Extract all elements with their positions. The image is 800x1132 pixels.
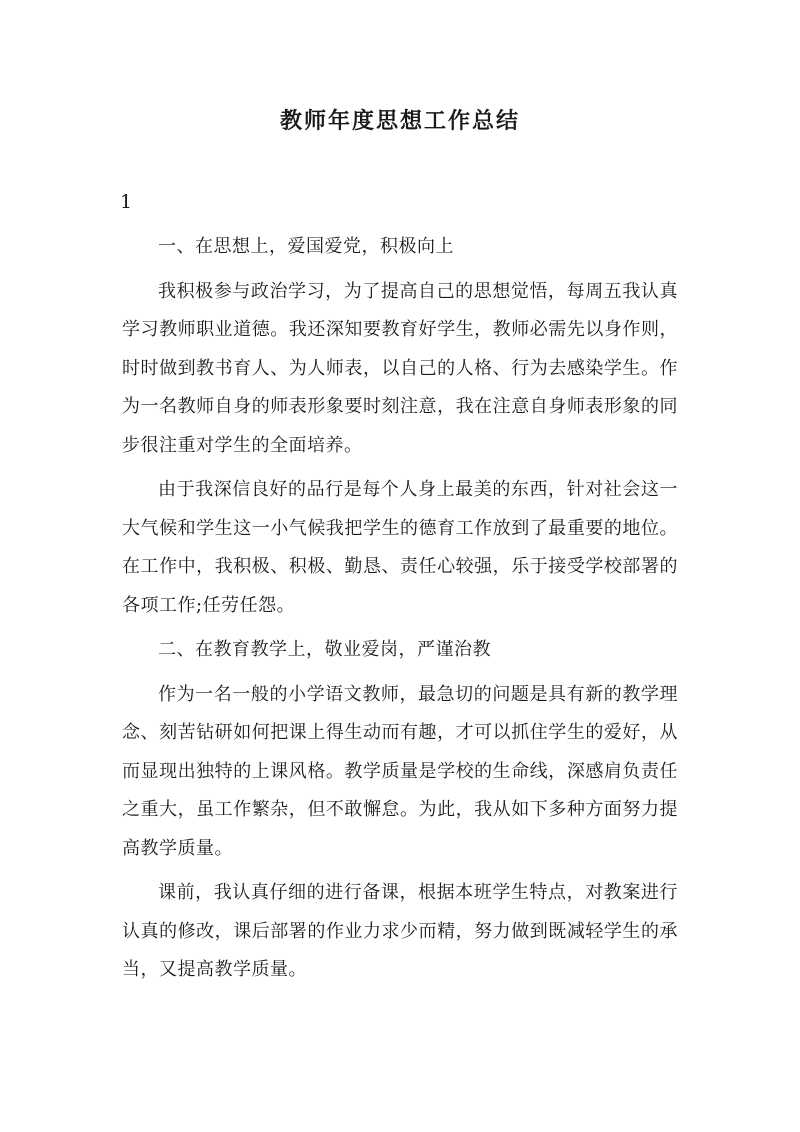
paragraph-1: 我积极参与政治学习，为了提高自己的思想觉悟，每周五我认真学习教师职业道德。我还深知要教育好学生，教师必需先以身作则，时时做到教书育人、为人师表，以自己的人格、行为去感染学生。作为一名教师自身的师表形象要时刻注意，我在注意自身师表形象的同步很注重对学生的全面培养。 <box>122 280 678 456</box>
document-title: 教师年度思想工作总结 <box>279 108 520 134</box>
document-body <box>122 228 678 996</box>
paragraph-4: 课前，我认真仔细的进行备课，根据本班学生特点，对教案进行认真的修改，课后部署的作业力求少而精，努力做到既减轻学生的承当，又提高教学质量。 <box>122 882 678 980</box>
section-heading-2: 二、在教育教学上，敬业爱岗，严谨治教 <box>158 639 491 660</box>
paragraph-2: 由于我深信良好的品行是每个人身上最美的东西，针对社会这一大气候和学生这一小气候我把学生的德育工作放到了最重要的地位。在工作中，我积极、积极、勤恳、责任心较强，乐于接受学校部署的各项工作;任劳任怨。 <box>122 479 678 616</box>
page-number: 1 <box>120 191 133 213</box>
section-heading-1: 一、在思想上，爱国爱党，积极向上 <box>158 236 454 257</box>
paragraph-3: 作为一名一般的小学语文教师，最急切的问题是具有新的教学理念、刻苦钻研如何把课上得生动而有趣，才可以抓住学生的爱好，从而显现出独特的上课风格。教学质量是学校的生命线，深感肩负责任之重大，虽工作繁杂，但不敢懈怠。为此，我从如下多种方面努力提高教学质量。 <box>122 683 678 859</box>
